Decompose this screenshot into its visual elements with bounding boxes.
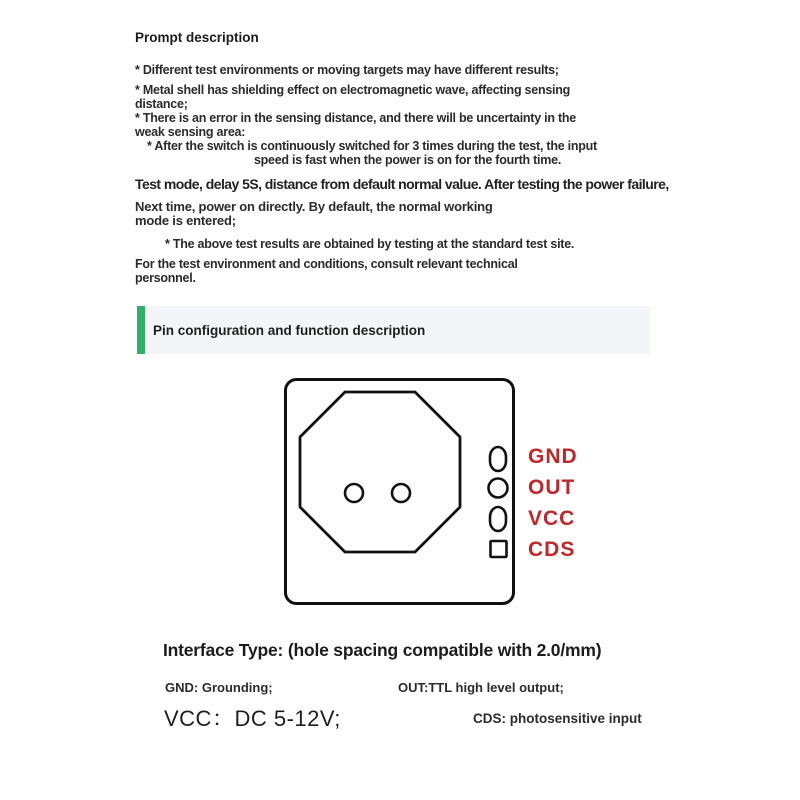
prompt-title: Prompt description (135, 30, 259, 45)
pin-pad-gnd (490, 447, 506, 471)
sensor-octagon-outline (300, 392, 460, 552)
interface-cds-description: CDS: photosensitive input (473, 711, 642, 726)
prompt-line: * The above test results are obtained by testing at the standard test site. (165, 237, 575, 251)
prompt-line: distance; (135, 97, 188, 111)
interface-vcc-description: VCC：DC 5-12V; (164, 706, 341, 731)
pin-pad-cds (491, 541, 507, 557)
interface-type-title: Interface Type: (hole spacing compatible with 2.0/mm) (163, 640, 602, 660)
pin-label-cds: CDS (528, 538, 576, 561)
prompt-line: weak sensing area: (135, 125, 246, 139)
prompt-description-section (135, 30, 680, 285)
prompt-line: Next time, power on directly. By default, the normal working (135, 199, 493, 214)
pin-pad-vcc (490, 507, 506, 531)
pin-pad-out (489, 479, 508, 498)
section-header-pin-configuration (137, 306, 650, 354)
prompt-line: mode is entered; (135, 213, 236, 228)
prompt-line: * There is an error in the sensing distance, and there will be uncertainty in the (135, 111, 576, 125)
prompt-line: For the test environment and conditions, consult relevant technical (135, 257, 518, 271)
prompt-line: * After the switch is continuously switched for 3 times during the test, the input (147, 139, 597, 153)
prompt-line: speed is fast when the power is on for the fourth time. (253, 153, 562, 167)
interface-out-description: OUT:TTL high level output; (398, 680, 564, 695)
prompt-line-test-mode: Test mode, delay 5S, distance from default normal value. After testing the power failure, (135, 176, 669, 192)
pin-configuration-diagram (270, 370, 700, 620)
module-outline-drawing (270, 370, 700, 620)
pin-label-gnd: GND (528, 445, 578, 468)
section-title: Pin configuration and function description (153, 322, 426, 338)
green-accent-bar (137, 306, 145, 354)
prompt-line: * Metal shell has shielding effect on electromagnetic wave, affecting sensing (135, 83, 571, 97)
mounting-hole-left (345, 484, 363, 502)
pin-label-out: OUT (528, 476, 576, 499)
mounting-hole-right (392, 484, 410, 502)
interface-gnd-description: GND: Grounding; (165, 680, 273, 695)
prompt-line: * Different test environments or moving targets may have different results; (135, 63, 559, 77)
pin-label-vcc: VCC (528, 507, 576, 530)
module-board-outline (286, 380, 514, 604)
prompt-line: personnel. (135, 271, 196, 285)
